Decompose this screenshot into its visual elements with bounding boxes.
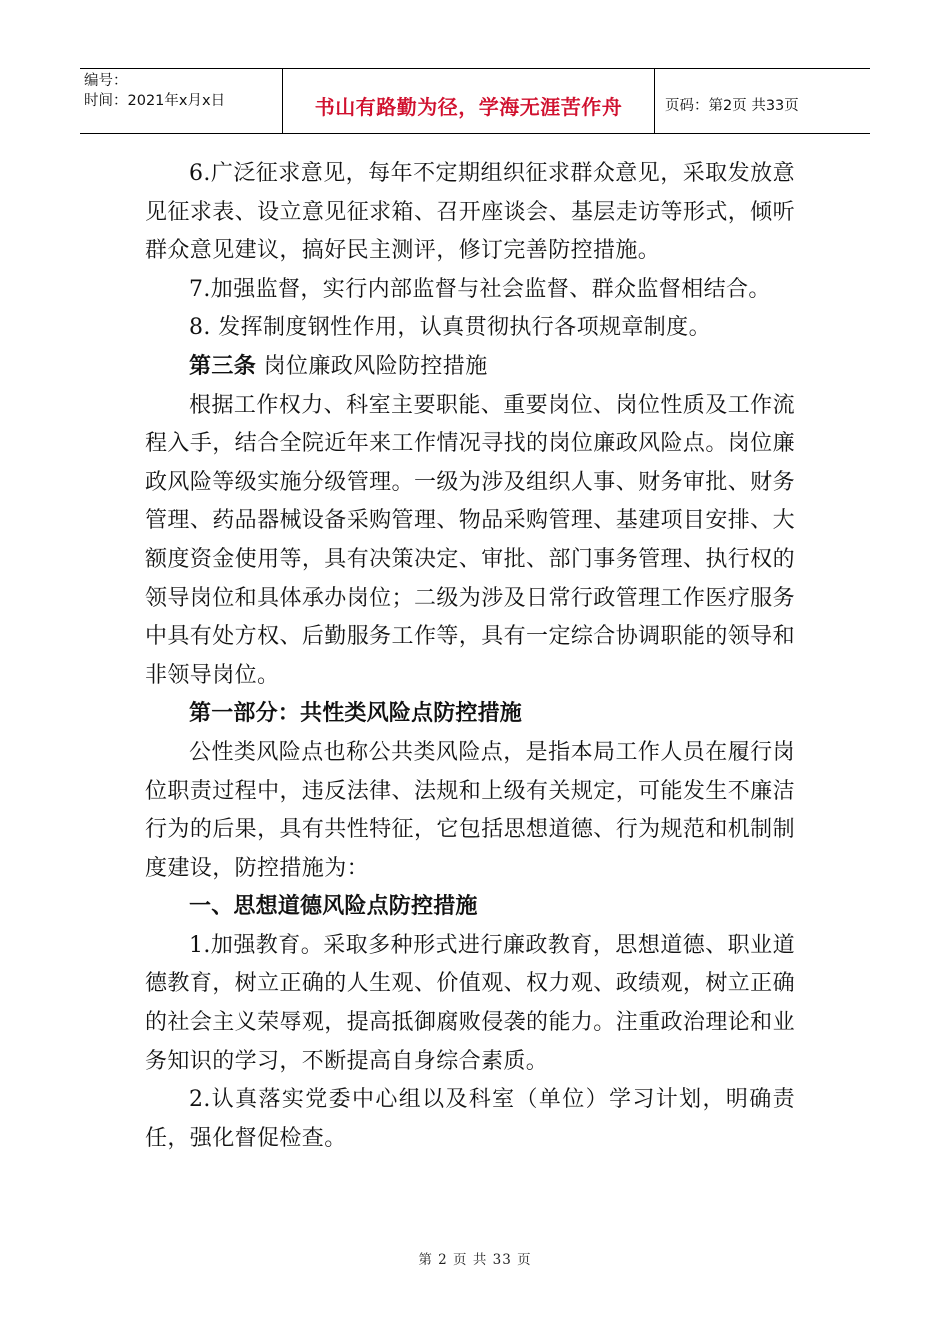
paragraph-item-6: 6.广泛征求意见，每年不定期组织征求群众意见，采取发放意见征求表、设立意见征求箱、召开座谈会、基层走访等形式，倾听群众意见建议，搞好民主测评，修订完善防控措施。	[145, 161, 795, 264]
article-3-heading	[145, 348, 795, 387]
paragraph-education: 1.加强教育。采取多种形式进行廉政教育，思想道德、职业道德教育，树立正确的人生观、价值观、权力观、政绩观，树立正确的社会主义荣辱观，提高抵御腐败侵袭的能力。注重政治理论和业务知识的学习，不断提高自身综合素质。	[145, 932, 795, 1074]
header-meta-cell	[80, 69, 283, 133]
header-motto: 书山有路勤为径，学海无涯苦作舟	[314, 94, 623, 119]
page-footer: 第 2 页 共 33 页	[418, 1252, 532, 1268]
part-1-heading: 第一部分：共性类风险点防控措施	[189, 701, 523, 727]
paragraph-common-risks: 公性类风险点也称公共类风险点，是指本局工作人员在履行岗位职责过程中，违反法律、法规和上级有关规定，可能发生不廉洁行为的后果，具有共性特征，它包括思想道德、行为规范和机制制度建设，防控措施为：	[145, 739, 795, 881]
paragraph-item-7: 7.加强监督，实行内部监督与社会监督、群众监督相结合。	[189, 276, 771, 302]
header-page-info: 页码：第2页 共33页	[665, 97, 799, 114]
article-3-label: 第三条	[189, 353, 257, 379]
paragraph-item-8: 8. 发挥制度钢性作用，认真贯彻执行各项规章制度。	[189, 315, 711, 341]
page-header	[80, 68, 870, 134]
header-motto-cell	[283, 69, 655, 133]
article-3-title: 岗位廉政风险防控措施	[256, 353, 488, 379]
header-page-cell	[655, 69, 870, 133]
paragraph-study-plan: 2.认真落实党委中心组以及科室（单位）学习计划，明确责任，强化督促检查。	[145, 1087, 795, 1151]
document-number-label: 编号：	[84, 73, 128, 89]
paragraph-risk-levels: 根据工作权力、科室主要职能、重要岗位、岗位性质及工作流程入手，结合全院近年来工作情况寻找的岗位廉政风险点。岗位廉政风险等级实施分级管理。一级为涉及组织人事、财务审批、财务管理、药品器械设备采购管理、物品采购管理、基建项目安排、大额度资金使用等，具有决策决定、审批、部门事务管理、执行权的领导岗位和具体承办岗位；二级为涉及日常行政管理工作医疗服务中具有处方权、后勤服务工作等，具有一定综合协调职能的领导和非领导岗位。	[145, 392, 795, 688]
document-body	[145, 155, 795, 1158]
section-1-heading: 一、思想道德风险点防控措施	[189, 894, 478, 920]
document-date-label: 时间：2021年x月x日	[84, 93, 226, 109]
